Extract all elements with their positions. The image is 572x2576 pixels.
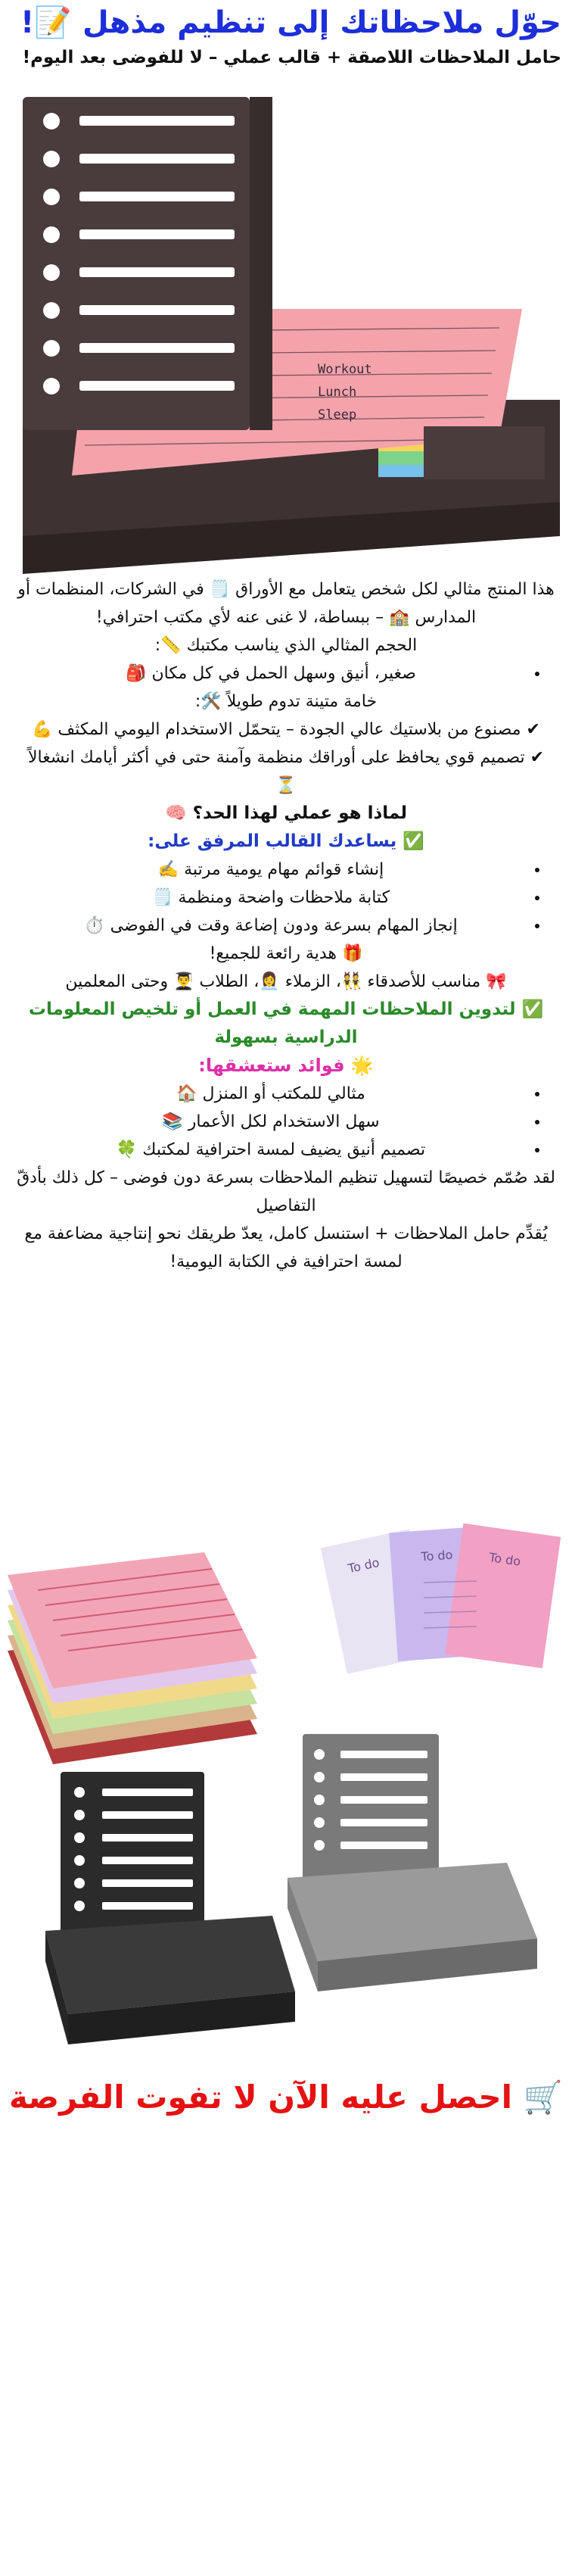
paper-line: Lunch: [318, 385, 357, 400]
material-line: ✔ تصميم قوي يحافظ على أوراقك منظمة وآمنة حتى في أكثر أيامك انشغالاً ⏳: [27, 748, 545, 795]
suits-line: 🎀 مناسب للأصدقاء 👯، الزملاء 👩‍💼، الطلاب 👨‍🎓 وحتى المعلمين: [65, 972, 507, 991]
list-item: • تصميم أنيق يضيف لمسة احترافية لمكتبك 🍀: [17, 1136, 525, 1164]
benefits-list: [17, 1080, 555, 1164]
note-header: To do: [347, 1555, 381, 1576]
product-description: [0, 575, 572, 1276]
material-heading: خامة متينة تدوم طويلاً 🛠️:: [194, 692, 378, 711]
list-item: • كتابة ملاحظات واضحة ومنظمة 🗒️: [17, 884, 525, 912]
material-line: ✔ مصنوع من بلاستيك عالي الجودة – يتحمّل الاستخدام اليومي المكثف 💪: [32, 720, 540, 739]
note-header: To do: [420, 1547, 453, 1564]
paper-line: Sleep: [318, 407, 357, 423]
closing-line: يُقدِّم حامل الملاحظات + استنسل كامل، يعدّ طريقك نحو إنتاجية مضاعفة مع لمسة احترافية في الكتابة اليومية!: [24, 1224, 548, 1271]
paper-line: Workout: [318, 362, 372, 377]
size-heading: الحجم المثالي الذي يناسب مكتبك 📏:: [154, 636, 418, 655]
notes-heading: ✅ لتدوين الملاحظات المهمة في العمل أو تلخيص المعلومات الدراسية بسهولة: [28, 1000, 544, 1047]
list-item: • سهل الاستخدام لكل الأعمار 📚: [17, 1108, 525, 1136]
page-subtitle: حامل الملاحظات اللاصقة + قالب عملي – لا للفوضى بعد اليوم!: [22, 48, 561, 67]
benefits-heading: 🌟 فوائد ستعشقها:: [198, 1055, 374, 1076]
note-header: To do: [488, 1550, 522, 1569]
list-item: • صغير، أنيق وسهل الحمل في كل مكان 🎒: [17, 660, 525, 688]
size-list: [17, 660, 555, 688]
page-title: حوّل ملاحظاتك إلى تنظيم مذهل 📝!: [20, 5, 561, 40]
product-gallery-image: [0, 1522, 572, 2097]
gift-line: 🎁 هدية رائعة للجميع!: [209, 944, 363, 963]
list-item: • إنشاء قوائم مهام يومية مرتبة ✍️: [17, 856, 525, 884]
template-list: [17, 856, 555, 940]
list-item: • إنجاز المهام بسرعة ودون إضاعة وقت في الفوضى ⏱️: [17, 912, 525, 940]
list-item: • مثالي للمكتب أو المنزل 🏠: [17, 1080, 525, 1108]
intro-text: هذا المنتج مثالي لكل شخص يتعامل مع الأوراق 🗒️ في الشركات، المنظمات أو المدارس 🏫 – ببساطة، لا غنى عنه لأي مكتب احترافي!: [17, 580, 555, 627]
call-to-action[interactable]: 🛒 احصل عليه الآن لا تفوت الفرصة: [9, 2079, 563, 2116]
template-heading: ✅ يساعدك القالب المرفق على:: [148, 831, 424, 851]
why-heading: لماذا هو عملي لهذا الحد؟ 🧠: [165, 803, 407, 823]
hero-product-image: [0, 82, 572, 582]
design-line: لقد صُمّم خصيصًا لتسهيل تنظيم الملاحظات بسرعة دون فوضى – كل ذلك بأدقّ التفاصيل: [17, 1168, 555, 1215]
